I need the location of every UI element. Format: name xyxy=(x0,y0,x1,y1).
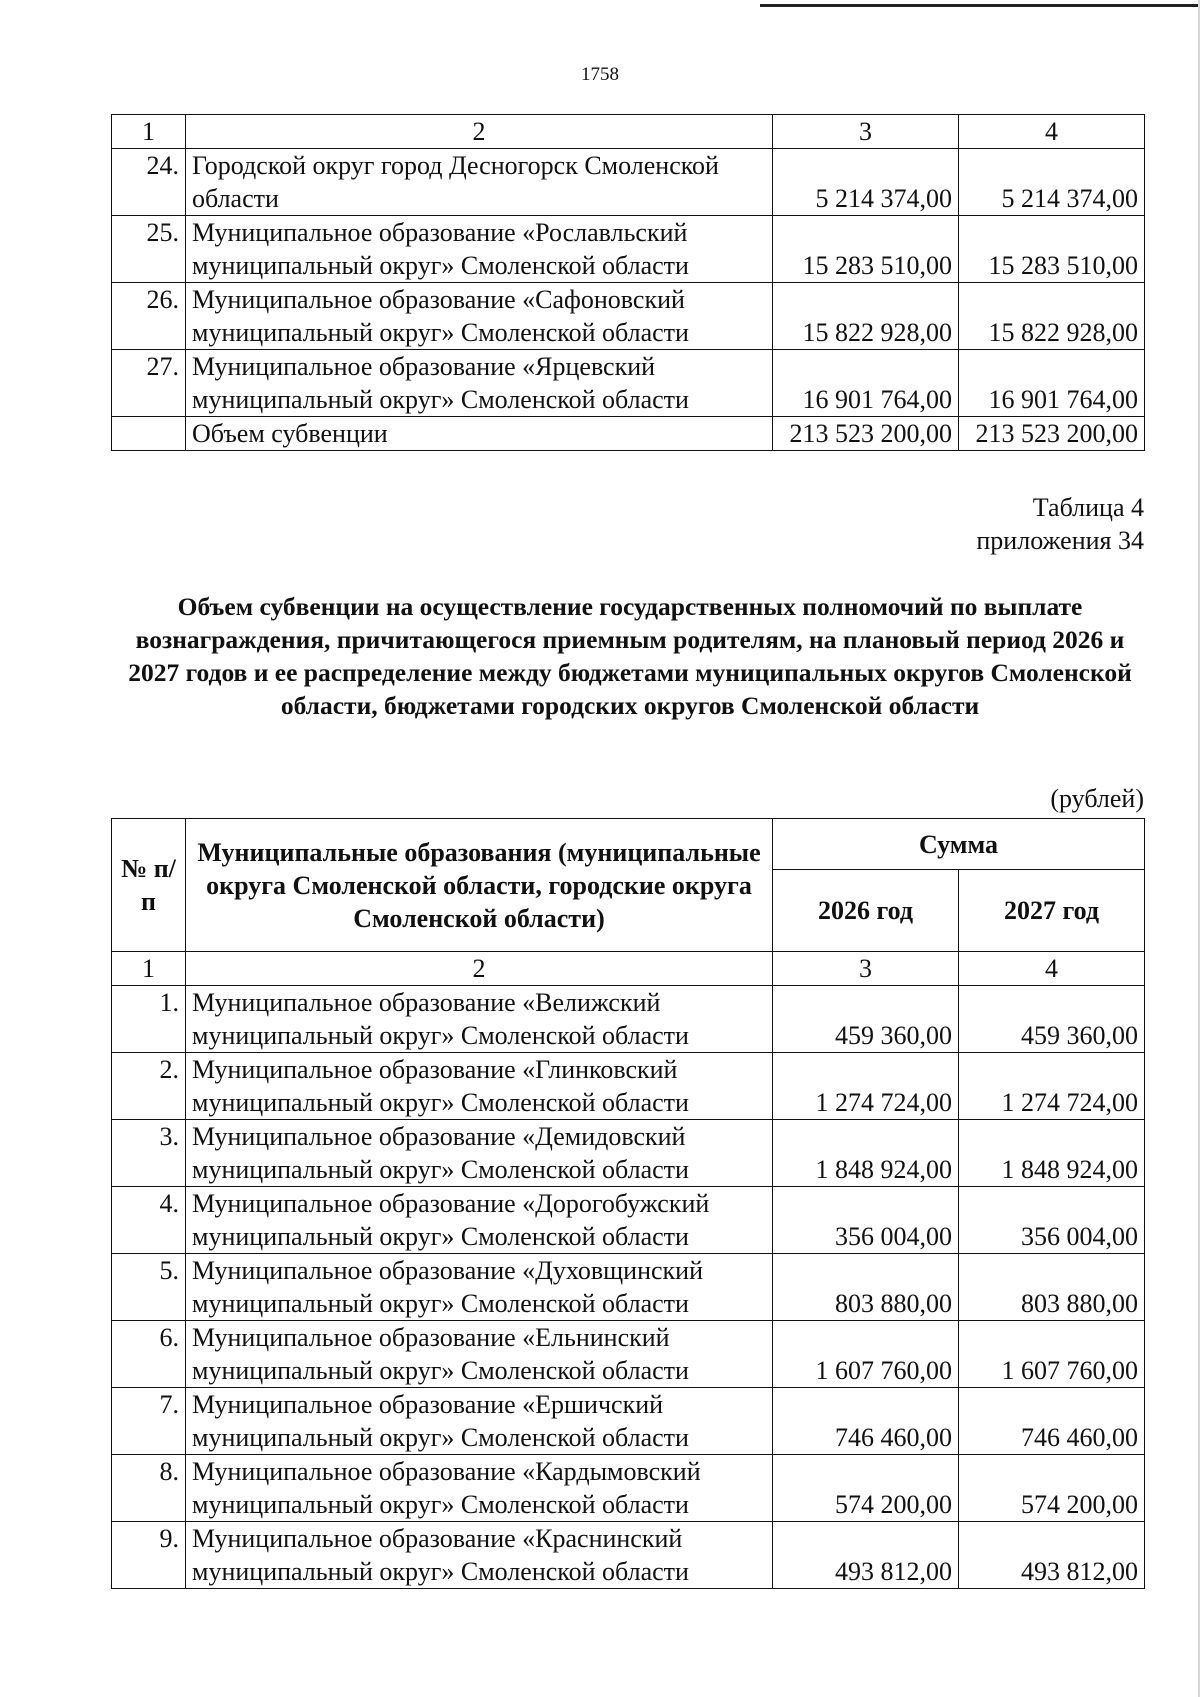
total-2027: 213 523 200,00 xyxy=(959,417,1145,451)
table-reference-appendix: приложения 34 xyxy=(976,526,1144,555)
amount-2027: 746 460,00 xyxy=(959,1388,1145,1455)
table-row xyxy=(112,149,1145,216)
amount-2027: 574 200,00 xyxy=(959,1455,1145,1522)
column-number-row xyxy=(112,115,1145,149)
subvention-distribution-table xyxy=(111,818,1145,1589)
municipality-name: Муниципальное образование «Духовщинский муниципальный округ» Смоленской области xyxy=(186,1254,773,1321)
total-row xyxy=(112,417,1145,451)
municipality-name: Муниципальное образование «Ершичский муниципальный округ» Смоленской области xyxy=(186,1388,773,1455)
table-row xyxy=(112,986,1145,1053)
row-number: 25. xyxy=(112,216,186,283)
municipality-name: Муниципальное образование «Дорогобужский муниципальный округ» Смоленской области xyxy=(186,1187,773,1254)
municipality-name: Муниципальное образование «Велижский муниципальный округ» Смоленской области xyxy=(186,986,773,1053)
municipality-name: Муниципальное образование «Краснинский муниципальный округ» Смоленской области xyxy=(186,1522,773,1589)
amount-2027: 16 901 764,00 xyxy=(959,350,1145,417)
row-number: 2. xyxy=(112,1053,186,1120)
row-number: 24. xyxy=(112,149,186,216)
row-number: 8. xyxy=(112,1455,186,1522)
amount-2026: 16 901 764,00 xyxy=(773,350,959,417)
scan-border-top xyxy=(760,4,1200,7)
total-label: Объем субвенции xyxy=(186,417,773,451)
row-number: 5. xyxy=(112,1254,186,1321)
table-row xyxy=(112,1120,1145,1187)
row-number: 27. xyxy=(112,350,186,417)
municipality-name: Муниципальное образование «Глинковский муниципальный округ» Смоленской области xyxy=(186,1053,773,1120)
row-number: 3. xyxy=(112,1120,186,1187)
table-row xyxy=(112,283,1145,350)
amount-2027: 5 214 374,00 xyxy=(959,149,1145,216)
row-number: 9. xyxy=(112,1522,186,1589)
amount-2026: 15 822 928,00 xyxy=(773,283,959,350)
unit-label: (рублей) xyxy=(1050,784,1144,813)
amount-2026: 803 880,00 xyxy=(773,1254,959,1321)
column-number-4: 4 xyxy=(959,952,1145,986)
amount-2027: 356 004,00 xyxy=(959,1187,1145,1254)
total-2026: 213 523 200,00 xyxy=(773,417,959,451)
municipality-name: Муниципальное образование «Кардымовский муниципальный округ» Смоленской области xyxy=(186,1455,773,1522)
amount-2026: 1 848 924,00 xyxy=(773,1120,959,1187)
table-row xyxy=(112,1254,1145,1321)
amount-2026: 15 283 510,00 xyxy=(773,216,959,283)
municipality-name: Муниципальное образование «Сафоновский муниципальный округ» Смоленской области xyxy=(186,283,773,350)
amount-2026: 459 360,00 xyxy=(773,986,959,1053)
amount-2027: 1 607 760,00 xyxy=(959,1321,1145,1388)
amount-2026: 493 812,00 xyxy=(773,1522,959,1589)
row-number: 7. xyxy=(112,1388,186,1455)
table-reference-number: Таблица 4 xyxy=(1032,493,1144,522)
municipality-name: Муниципальное образование «Ярцевский муниципальный округ» Смоленской области xyxy=(186,350,773,417)
column-number-2: 2 xyxy=(186,952,773,986)
header-municipalities: Муниципальные образования (муниципальные округа Смоленской области, городские округа Смоленской области) xyxy=(186,819,773,952)
amount-2026: 1 607 760,00 xyxy=(773,1321,959,1388)
row-number: 6. xyxy=(112,1321,186,1388)
amount-2027: 803 880,00 xyxy=(959,1254,1145,1321)
amount-2026: 356 004,00 xyxy=(773,1187,959,1254)
amount-2027: 15 283 510,00 xyxy=(959,216,1145,283)
total-empty-cell xyxy=(112,417,186,451)
amount-2026: 574 200,00 xyxy=(773,1455,959,1522)
table-row xyxy=(112,216,1145,283)
header-year-2027: 2027 год xyxy=(959,870,1145,952)
table-row xyxy=(112,1388,1145,1455)
municipality-name: Муниципальное образование «Ельнинский муниципальный округ» Смоленской области xyxy=(186,1321,773,1388)
column-number-4: 4 xyxy=(959,115,1145,149)
table-row xyxy=(112,350,1145,417)
subvention-table-continued xyxy=(111,114,1145,451)
row-number: 4. xyxy=(112,1187,186,1254)
municipality-name: Муниципальное образование «Демидовский муниципальный округ» Смоленской области xyxy=(186,1120,773,1187)
column-number-2: 2 xyxy=(186,115,773,149)
page-number: 1758 xyxy=(581,64,619,85)
column-number-3: 3 xyxy=(773,115,959,149)
document-title: Объем субвенции на осуществление государственных полномочий по выплате вознаграждения, причитающегося приемным родителям, на плановый период 2026 и 2027 годов и ее распределение между бюджетами муниципальных округов Смоленской области, бюджетами городских округов Смоленской области xyxy=(128,592,1132,720)
municipality-name: Муниципальное образование «Рославльский муниципальный округ» Смоленской области xyxy=(186,216,773,283)
amount-2027: 459 360,00 xyxy=(959,986,1145,1053)
row-number: 26. xyxy=(112,283,186,350)
column-number-1: 1 xyxy=(112,952,186,986)
amount-2027: 1 274 724,00 xyxy=(959,1053,1145,1120)
column-number-row xyxy=(112,952,1145,986)
column-number-1: 1 xyxy=(112,115,186,149)
amount-2027: 1 848 924,00 xyxy=(959,1120,1145,1187)
amount-2027: 493 812,00 xyxy=(959,1522,1145,1589)
header-year-2026: 2026 год xyxy=(773,870,959,952)
column-number-3: 3 xyxy=(773,952,959,986)
municipality-name: Городской округ город Десногорск Смоленской области xyxy=(186,149,773,216)
table-row xyxy=(112,1053,1145,1120)
table-row xyxy=(112,1321,1145,1388)
amount-2026: 1 274 724,00 xyxy=(773,1053,959,1120)
amount-2027: 15 822 928,00 xyxy=(959,283,1145,350)
row-number: 1. xyxy=(112,986,186,1053)
header-row xyxy=(112,819,1145,870)
amount-2026: 746 460,00 xyxy=(773,1388,959,1455)
header-sum: Сумма xyxy=(773,819,1145,870)
table-row xyxy=(112,1455,1145,1522)
amount-2026: 5 214 374,00 xyxy=(773,149,959,216)
table-row xyxy=(112,1522,1145,1589)
table-row xyxy=(112,1187,1145,1254)
header-number: № п/п xyxy=(112,819,186,952)
